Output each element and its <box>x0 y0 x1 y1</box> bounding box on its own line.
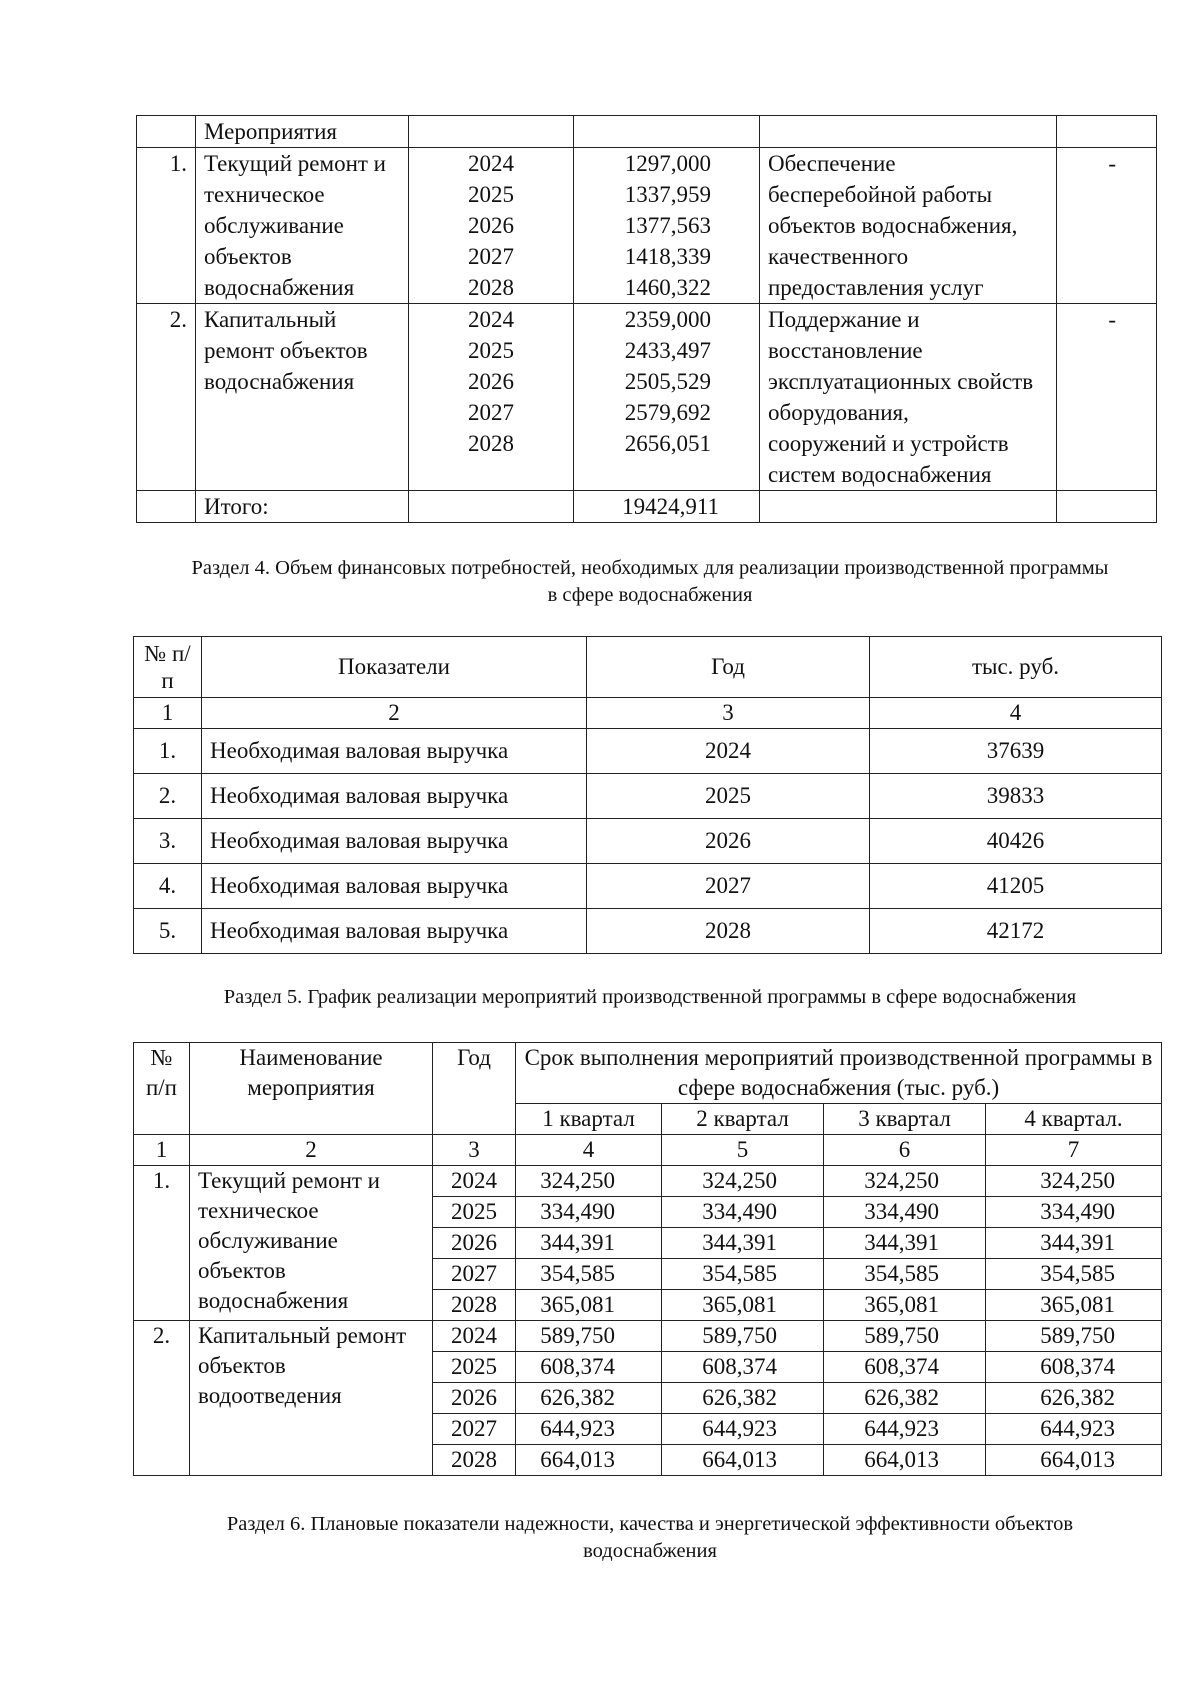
table-row <box>137 491 1157 523</box>
table-row: 2025 334,490 334,490 334,490 334,490 <box>134 1197 1162 1228</box>
table-row: 2027 644,923 644,923 644,923 644,923 <box>134 1414 1162 1445</box>
table-row: 2. Необходимая валовая выручка 2025 39833 <box>134 774 1162 819</box>
table-header-row <box>134 637 1162 698</box>
column-header: Мероприятия <box>196 116 409 148</box>
row-number: 1. <box>134 1166 190 1321</box>
table-row: 1. Текущий ремонт и техническое обслуживание объектов водоснабжения 2024 324,250 324,250 324,250 324,250 <box>134 1166 1162 1197</box>
column-header: Год <box>587 637 870 698</box>
activity-name: Капитальный ремонт объектов водоснабжения <box>196 304 409 491</box>
column-header: № п/п <box>134 637 202 698</box>
table-row: 5. Необходимая валовая выручка 2028 42172 <box>134 909 1162 954</box>
table-header-row <box>134 1043 1162 1104</box>
section-6-title: Раздел 6. Плановые показатели надежности, качества и энергетической эффективности объектов водоснабжения <box>226 1513 1074 1562</box>
activity-name: Текущий ремонт и техническое обслуживание объектов водоснабжения <box>190 1166 433 1321</box>
column-header: 2 квартал <box>662 1104 824 1135</box>
table-row: 2026 344,391 344,391 344,391 344,391 <box>134 1228 1162 1259</box>
table-row <box>137 148 1157 304</box>
column-header: № п/п <box>134 1043 190 1135</box>
table-row: 2025 608,374 608,374 608,374 608,374 <box>134 1352 1162 1383</box>
table-row: 1. Необходимая валовая выручка 2024 37639 <box>134 729 1162 774</box>
column-header: Срок выполнения мероприятий производственной программы в сфере водоснабжения (тыс. руб.) <box>516 1043 1162 1104</box>
activities-table <box>136 115 1157 523</box>
column-header: 1 квартал <box>516 1104 662 1135</box>
row-number: 1. <box>137 148 196 304</box>
activity-amounts: 1297,000 1337,959 1377,563 1418,339 1460,322 <box>574 148 760 304</box>
column-header: 4 квартал. <box>986 1104 1162 1135</box>
table-row: 4. Необходимая валовая выручка 2027 41205 <box>134 864 1162 909</box>
table-row <box>137 116 1157 148</box>
financial-needs-table <box>133 636 1162 954</box>
column-header: Наименование мероприятия <box>190 1043 433 1135</box>
column-number-row: 1 2 3 4 5 6 7 <box>134 1135 1162 1166</box>
schedule-table <box>133 1042 1162 1476</box>
activity-extra: - <box>1057 148 1157 304</box>
row-number: 2. <box>134 1321 190 1476</box>
table-row <box>137 304 1157 491</box>
activity-effect: Поддержание и восстановление эксплуатационных свойств оборудования, сооружений и устройств систем водоснабжения <box>760 304 1057 491</box>
section-4-title: Раздел 4. Объем финансовых потребностей, необходимых для реализации производственной программы в сфере водоснабжения <box>191 557 1109 606</box>
row-number: 2. <box>137 304 196 491</box>
activity-effect: Обеспечение бесперебойной работы объектов водоснабжения, качественного предоставления услуг <box>760 148 1057 304</box>
table-row: 2. Капитальный ремонт объектов водоотведения 2024 589,750 589,750 589,750 589,750 <box>134 1321 1162 1352</box>
table-row: 3. Необходимая валовая выручка 2026 40426 <box>134 819 1162 864</box>
column-header: Год <box>433 1043 516 1135</box>
section-5-title: Раздел 5. График реализации мероприятий производственной программы в сфере водоснабжения <box>223 986 1077 1008</box>
table-row: 2028 365,081 365,081 365,081 365,081 <box>134 1290 1162 1321</box>
activity-years: 2024 2025 2026 2027 2028 <box>409 148 574 304</box>
total-value: 19424,911 <box>574 491 760 523</box>
table-row: 2026 626,382 626,382 626,382 626,382 <box>134 1383 1162 1414</box>
column-header: Показатели <box>202 637 587 698</box>
column-number-row: 1 2 3 4 <box>134 698 1162 729</box>
total-label: Итого: <box>196 491 409 523</box>
activity-name: Капитальный ремонт объектов водоотведения <box>190 1321 433 1476</box>
activity-extra: - <box>1057 304 1157 491</box>
table-row: 2028 664,013 664,013 664,013 664,013 <box>134 1445 1162 1476</box>
activity-name: Текущий ремонт и техническое обслуживание объектов водоснабжения <box>196 148 409 304</box>
activity-amounts: 2359,000 2433,497 2505,529 2579,692 2656,051 <box>574 304 760 491</box>
activity-years: 2024 2025 2026 2027 2028 <box>409 304 574 491</box>
column-header: 3 квартал <box>824 1104 986 1135</box>
table-row: 2027 354,585 354,585 354,585 354,585 <box>134 1259 1162 1290</box>
column-header: тыс. руб. <box>870 637 1162 698</box>
